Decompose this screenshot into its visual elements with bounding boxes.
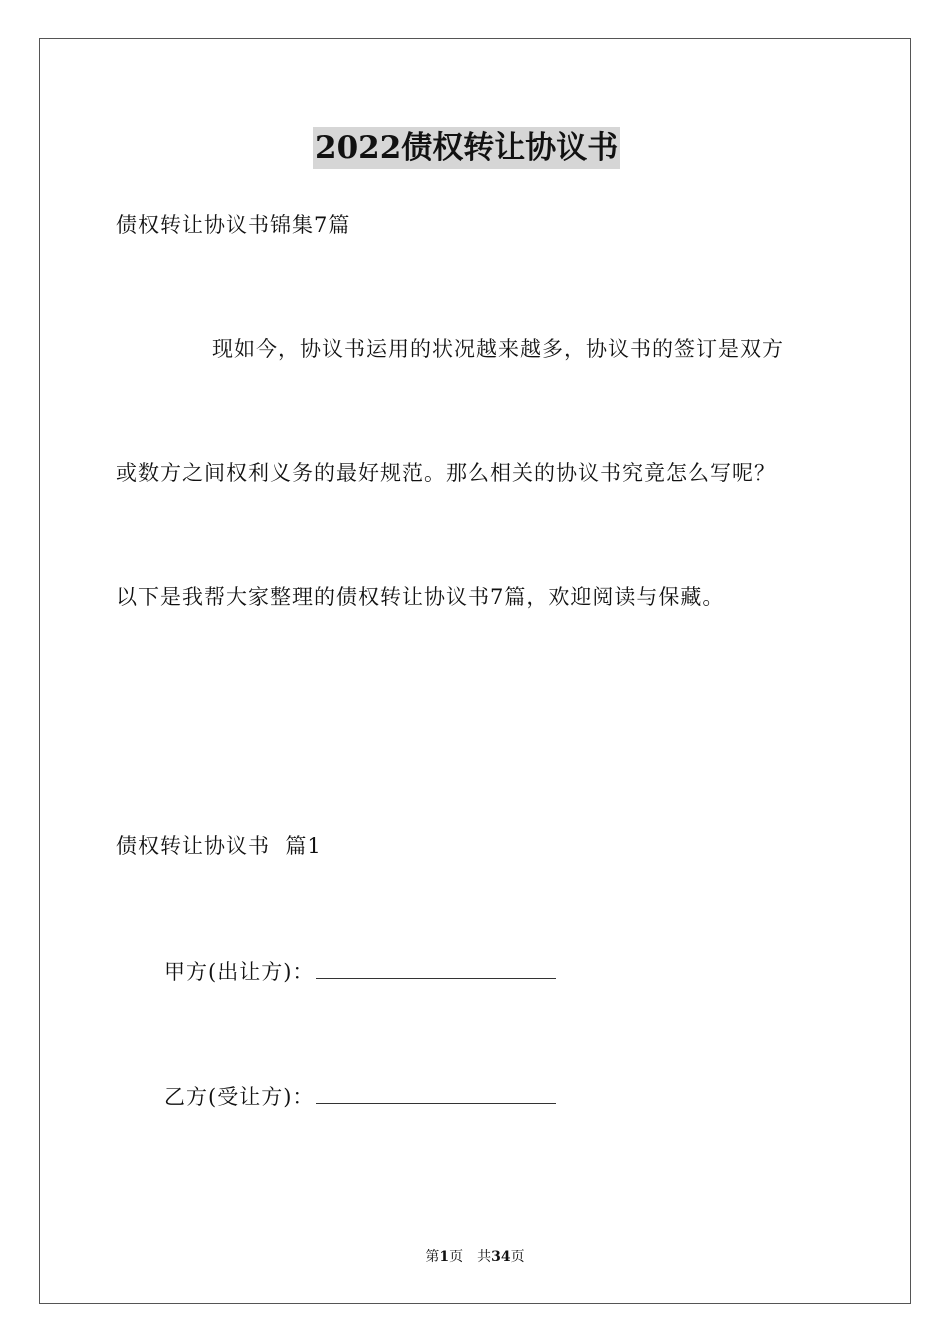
section-heading: 债权转让协议书 篇1 — [116, 834, 322, 858]
document-subtitle: 债权转让协议书锦集7篇 — [116, 213, 351, 237]
page-footer — [0, 1247, 950, 1267]
party-a-line — [164, 956, 556, 987]
party-a-blank — [316, 956, 556, 979]
footer-total-suffix: 页 — [510, 1249, 525, 1265]
intro-paragraph-line-3: 以下是我帮大家整理的债权转让协议书7篇，欢迎阅读与保藏。 — [116, 585, 725, 609]
footer-total-pages: 34 — [491, 1249, 511, 1265]
party-b-line — [164, 1081, 556, 1112]
footer-page-suffix: 页 — [449, 1249, 464, 1265]
footer-page-number: 1 — [439, 1249, 450, 1265]
footer-page-prefix: 第 — [425, 1249, 440, 1265]
party-b-blank — [316, 1081, 556, 1104]
party-a-label: 甲方(出让方)： — [164, 960, 315, 984]
footer-total-prefix: 共 — [477, 1249, 492, 1265]
party-b-label: 乙方(受让方)： — [164, 1085, 315, 1109]
intro-paragraph-line-1: 现如今，协议书运用的状况越来越多，协议书的签订是双方 — [212, 337, 784, 361]
intro-paragraph-line-2: 或数方之间权利义务的最好规范。那么相关的协议书究竟怎么写呢？ — [116, 461, 776, 485]
document-title: 2022债权转让协议书 — [313, 127, 620, 169]
